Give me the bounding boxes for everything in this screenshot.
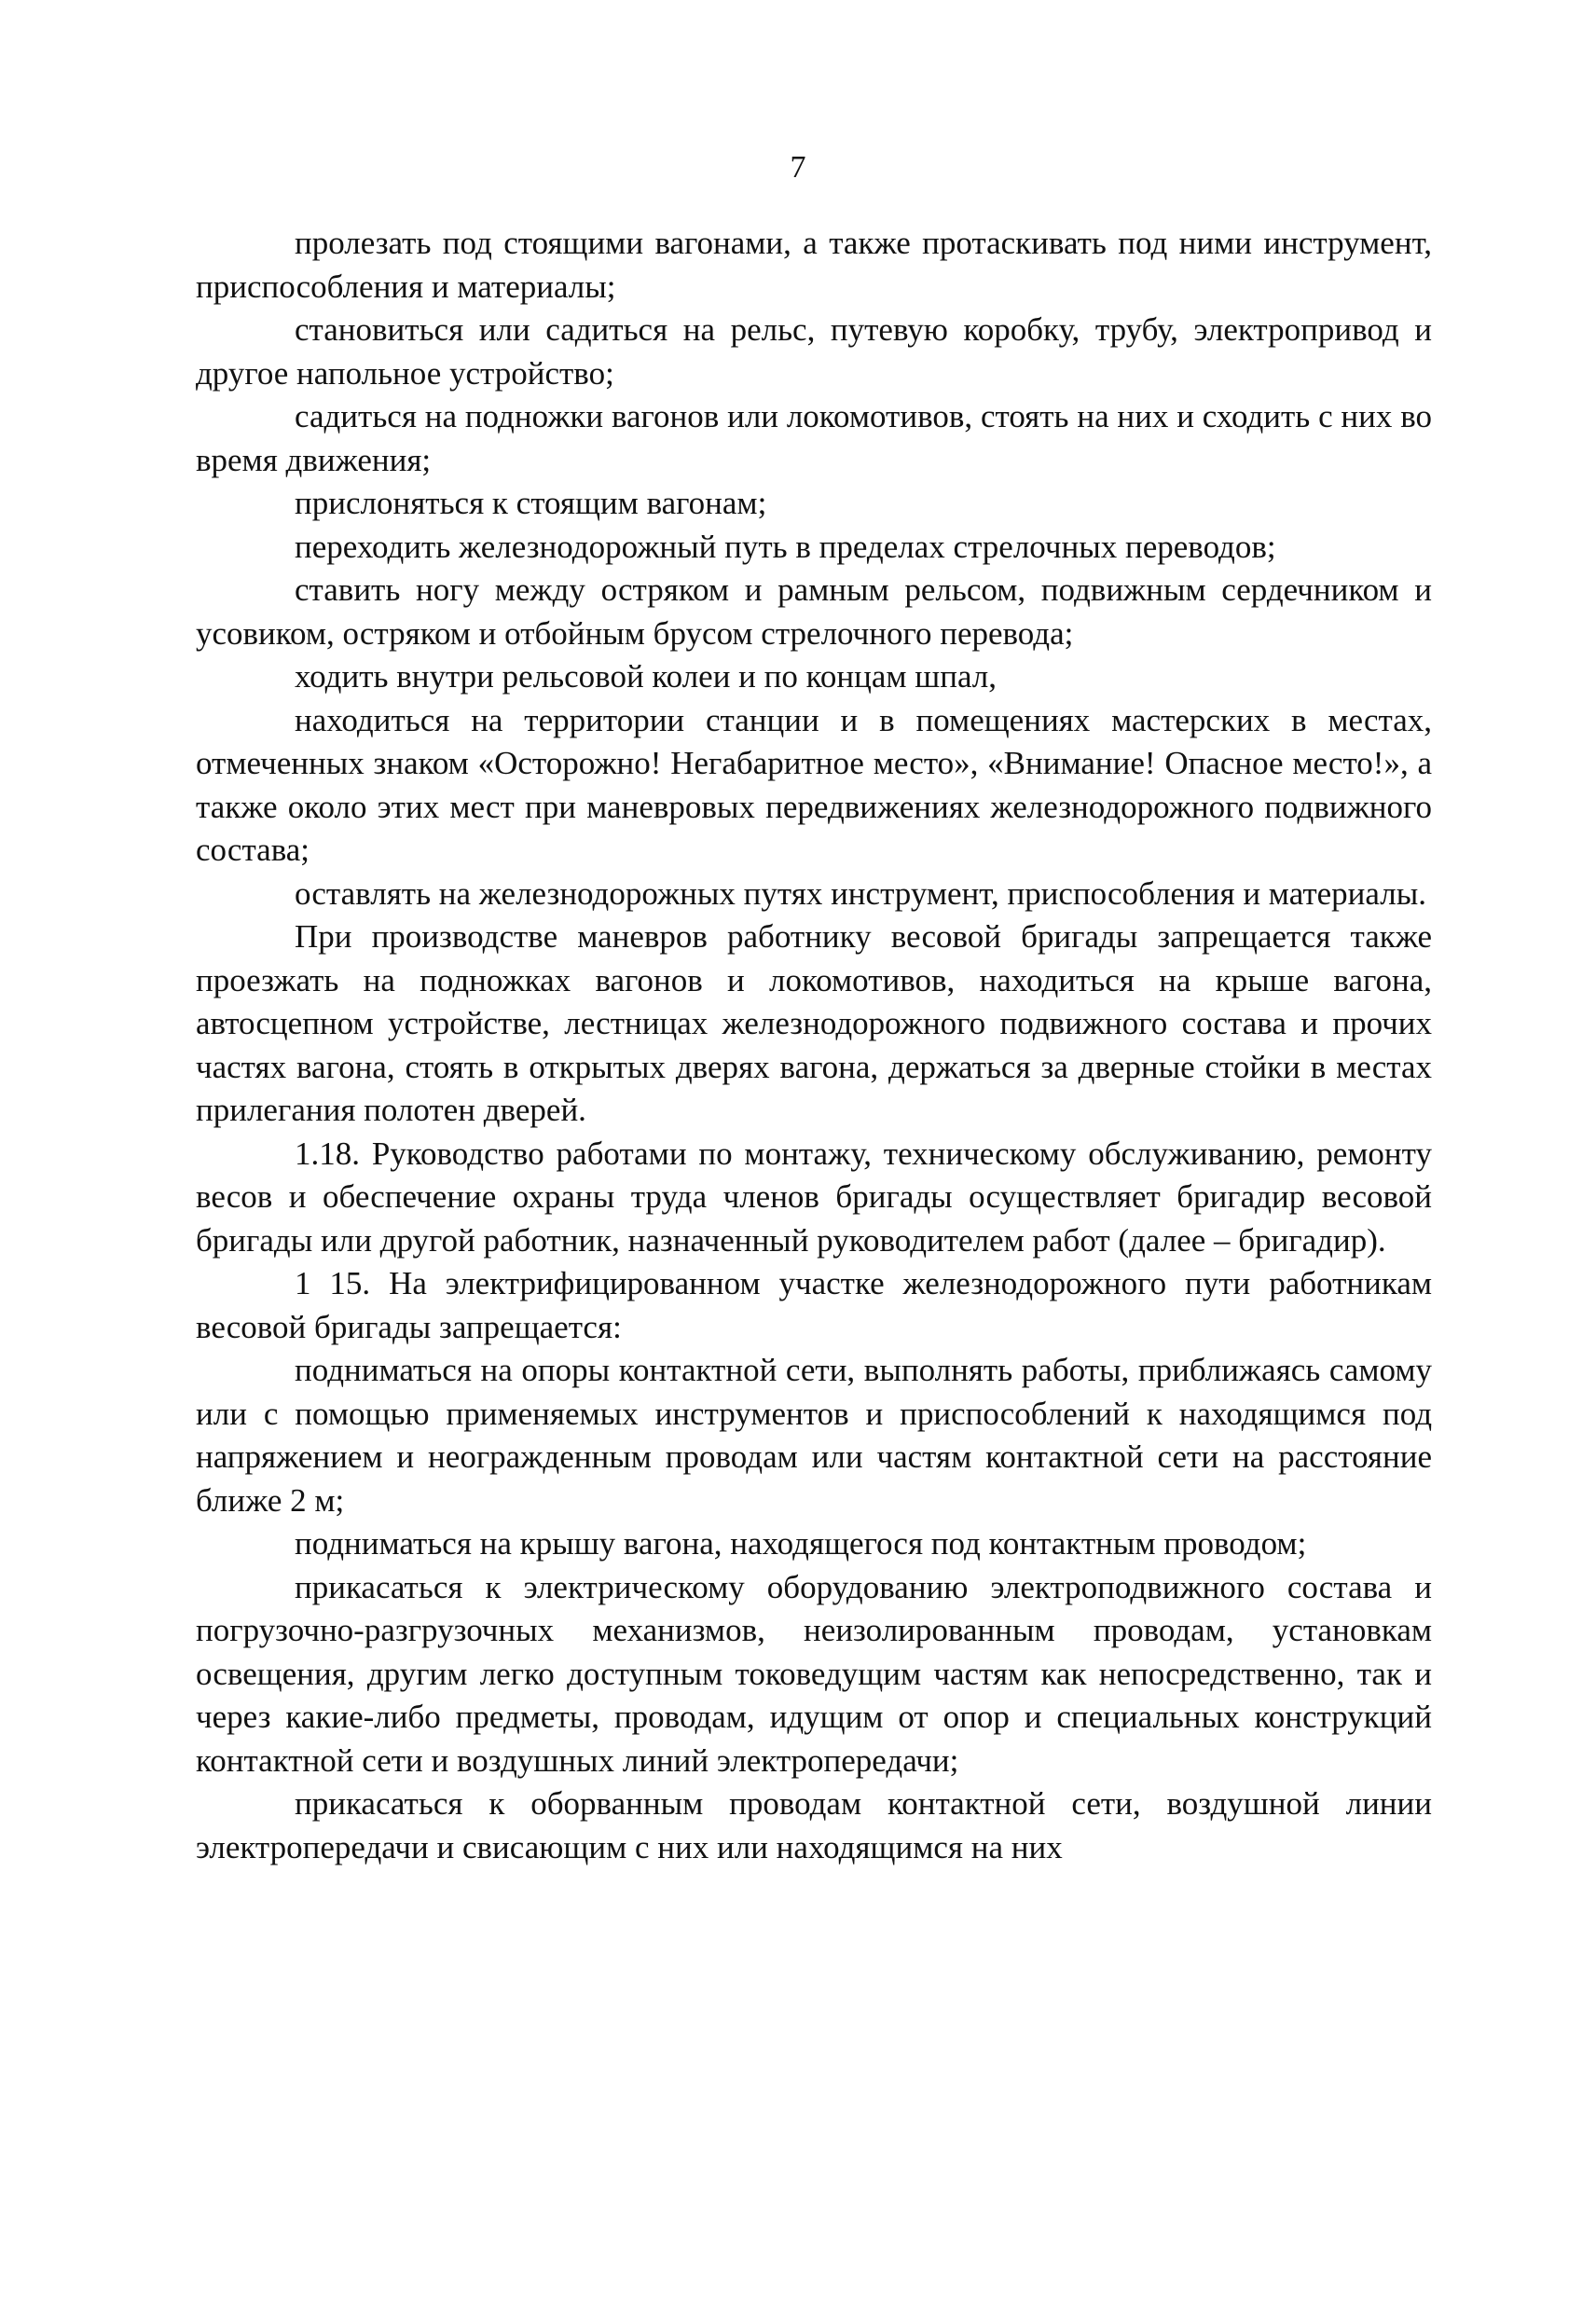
paragraph-16: прикасаться к оборванным проводам контактной сети, воздушной линии электропередачи и свисающим с них или находящимся на них: [196, 1785, 1432, 1865]
paragraph-8: находиться на территории станции и в помещениях мастерских в местах, отмеченных знаком «Осторожно! Негабаритное место», «Внимание! Опасное место!», а также около этих мест при маневровых передвижениях железнодорожного подвижного состава;: [196, 701, 1432, 868]
paragraph-12: 1 15. На электрифицированном участке железнодорожного пути работникам весовой бригады запрещается:: [196, 1265, 1432, 1345]
paragraph-4: прислоняться к стоящим вагонам;: [295, 485, 767, 521]
paragraph-13: подниматься на опоры контактной сети, выполнять работы, приближаясь самому или с помощью применяемых инструментов и приспособлений к находящимся под напряжением и неогражденным проводам или частям контактной сети на расстояние ближе 2 м;: [196, 1352, 1432, 1519]
paragraph-2: становиться или садиться на рельс, путевую коробку, трубу, электропривод и другое напольное устройство;: [196, 311, 1432, 392]
paragraph-15: прикасаться к электрическому оборудованию электроподвижного состава и погрузочно-разгрузочных механизмов, неизолированным проводам, установкам освещения, другим легко доступным токоведущим частям как непосредственно, так и через какие-либо предметы, проводам, идущим от опор и специальных конструкций контактной сети и воздушных линий электропередачи;: [196, 1568, 1432, 1779]
paragraph-7: ходить внутри рельсовой колеи и по концам шпал,: [295, 658, 997, 695]
body-text: [196, 222, 1432, 1869]
paragraph-14: подниматься на крышу вагона, находящегося под контактным проводом;: [295, 1525, 1307, 1562]
paragraph-5: переходить железнодорожный путь в пределах стрелочных переводов;: [295, 528, 1276, 565]
paragraph-6: ставить ногу между остряком и рамным рельсом, подвижным сердечником и усовиком, остряком и отбойным брусом стрелочного перевода;: [196, 571, 1432, 652]
page-number: 7: [790, 150, 806, 185]
paragraph-3: садиться на подножки вагонов или локомотивов, стоять на них и сходить с них во время движения;: [196, 398, 1432, 478]
paragraph-11: 1.18. Руководство работами по монтажу, техническому обслуживанию, ремонту весов и обеспечение охраны труда членов бригады осуществляет бригадир весовой бригады или другой работник, назначенный руководителем работ (далее – бригадир).: [196, 1135, 1432, 1259]
paragraph-1: пролезать под стоящими вагонами, а также протаскивать под ними инструмент, приспособления и материалы;: [196, 225, 1432, 305]
paragraph-9: оставлять на железнодорожных путях инструмент, приспособления и материалы.: [295, 874, 1426, 912]
paragraph-10: При производстве маневров работнику весовой бригады запрещается также проезжать на подножках вагонов и локомотивов, находиться на крыше вагона, автосцепном устройстве, лестницах железнодорожного подвижного состава и прочих частях вагона, стоять в открытых дверях вагона, держаться за дверные стойки в местах прилегания полотен дверей.: [196, 918, 1432, 1128]
